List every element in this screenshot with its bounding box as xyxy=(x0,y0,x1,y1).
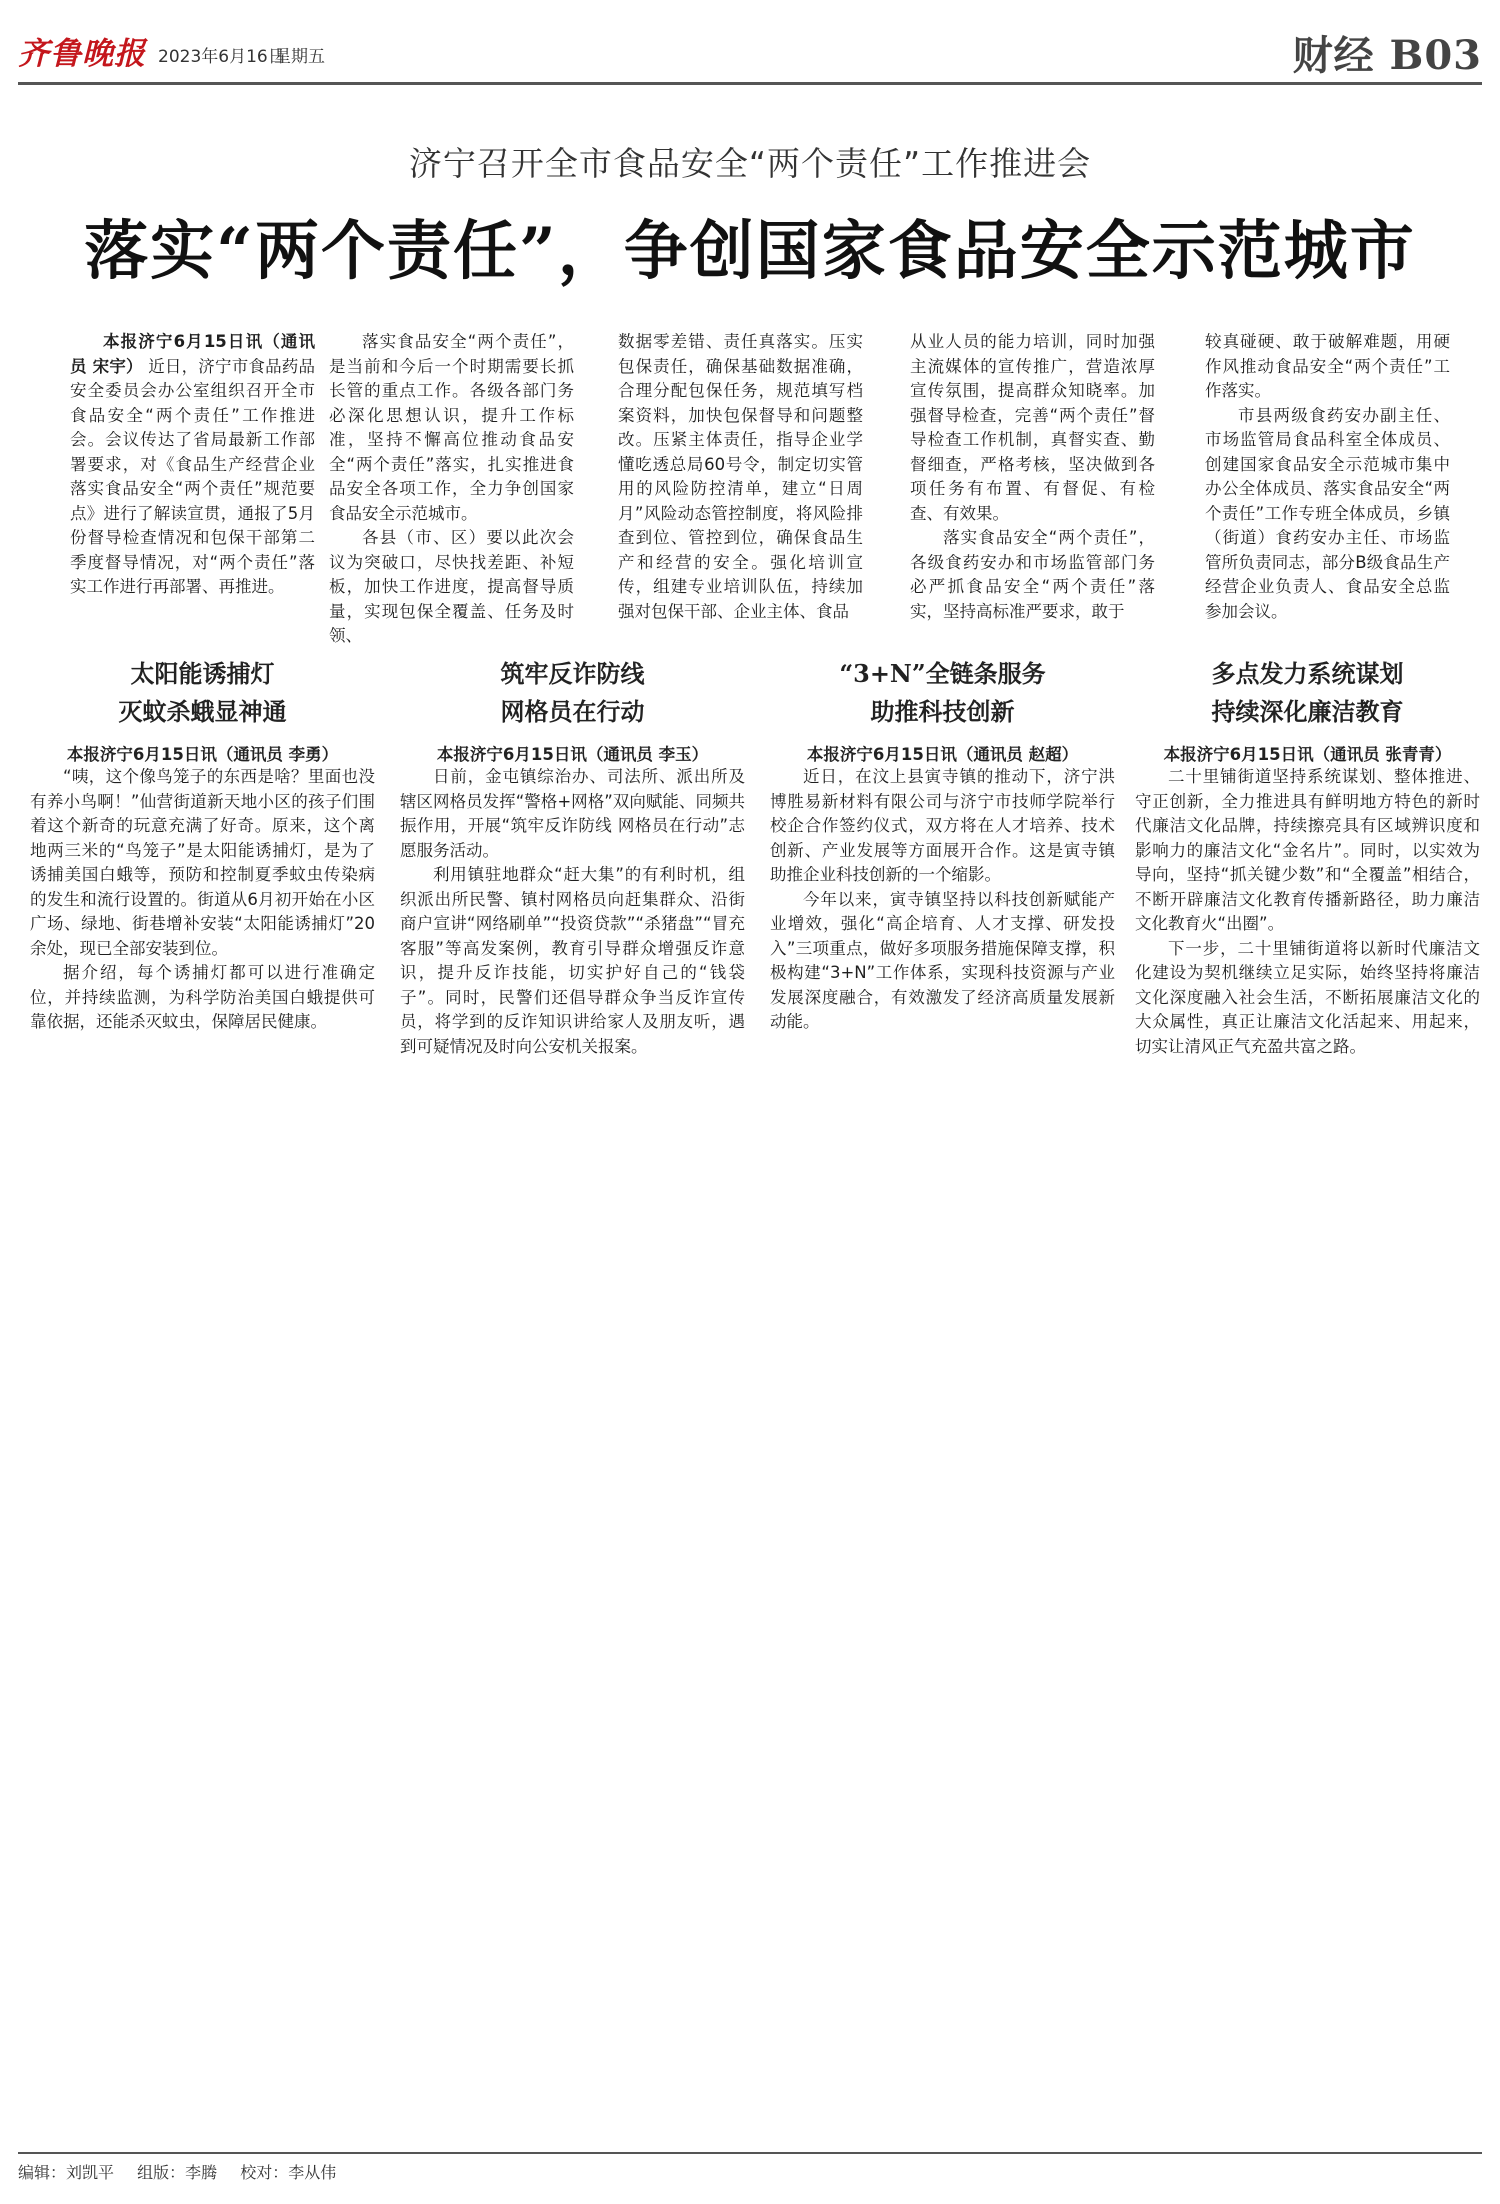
lead-paragraph: 较真碰硬、敢于破解难题，用硬作风推动食品安全“两个责任”工作落实。 xyxy=(1205,332,1450,400)
top-divider xyxy=(18,82,1482,85)
lead-paragraph: 本报济宁6月15日讯（通讯员 宋宇） 近日，济宁市食品药品安全委员会办公室组织召开全市食品安全“两个责任”工作推进会。会议传达了省局最新工作部署要求，对《食品生产经营企业落实食品安全“两个责任”规范要点》进行了解读宣贯，通报了5月份督导检查情况和包保干部第二季度督导情况，对“两个责任”落实工作进行再部署、再推进。 xyxy=(70,332,316,596)
issue-date: 2023年6月16日 xyxy=(158,47,285,67)
brief-title-line1: “3+N”全链条服务 xyxy=(839,659,1046,688)
lead-paragraph: 市县两级食药安办副主任、市场监管局食品科室全体成员、创建国家食品安全示范城市集中办公全体成员、落实食品安全“两个责任”工作专班全体成员，乡镇（街道）食药安办主任、市场监管所负责同志，部分B级食品生产经营企业负责人、食品安全总监参加会议。 xyxy=(1205,405,1450,621)
brief-dateline: 本报济宁6月15日讯（通讯员 张青青） xyxy=(1163,745,1452,764)
lead-dateline: 本报济宁6月15日讯（通讯员 宋宇） xyxy=(70,332,315,376)
brief-article-2 xyxy=(400,655,745,1059)
brief-paragraph: 今年以来，寅寺镇坚持以科技创新赋能产业增效，强化“高企培育、人才支撑、研发投入”三项重点，做好多项服务措施保障支撑，积极构建“3+N”工作体系，实现科技资源与产业发展深度融合，有效激发了经济高质量发展新动能。 xyxy=(770,889,1115,1031)
brief-title-line1: 筑牢反诈防线 xyxy=(500,659,645,688)
brief-dateline: 本报济宁6月15日讯（通讯员 李勇） xyxy=(66,745,339,764)
brief-paragraph: 利用镇驻地群众“赶大集”的有利时机，组织派出所民警、镇村网格员向赶集群众、沿街商户宣讲“网络刷单”“投资贷款”“杀猪盘”“冒充客服”等高发案例，教育引导群众增强反诈意识，提升反诈技能，切实护好自己的“钱袋子”。同时，民警们还倡导群众争当反诈宣传员，将学到的反诈知识讲给家人及朋友听，遇到可疑情况及时向公安机关报案。 xyxy=(400,865,745,1056)
lead-paragraph: 各县（市、区）要以此次会议为突破口，尽快找差距、补短板，加快工作进度，提高督导质量，实现包保全覆盖、任务及时领、 xyxy=(329,528,574,645)
bottom-divider xyxy=(18,2152,1482,2154)
brief-article-3 xyxy=(770,655,1115,1035)
lead-paragraph: 从业人员的能力培训，同时加强主流媒体的宣传推广，营造浓厚宣传氛围，提高群众知晓率。加强督导检查，完善“两个责任”督导检查工作机制，真督实查、勤督细查，严格考核，坚决做到各项任务有布置、有督促、有检查、有效果。 xyxy=(910,332,1155,523)
section-page-label: 财经 B03 xyxy=(1292,32,1482,79)
lead-paragraph: 落实食品安全“两个责任”，是当前和今后一个时期需要长抓长管的重点工作。各级各部门务必深化思想认识，提升工作标准，坚持不懈高位推动食品安全“两个责任”落实，扎实推进食品安全各项工作，全力争创国家食品安全示范城市。 xyxy=(329,332,574,523)
brief-body xyxy=(1135,765,1480,1059)
brief-title-line2: 持续深化廉洁教育 xyxy=(1211,697,1404,726)
brief-body xyxy=(400,765,745,1059)
brief-title-line2: 助推科技创新 xyxy=(870,697,1015,726)
lead-column-4 xyxy=(910,330,1155,624)
page-footer xyxy=(18,2160,354,2183)
brief-paragraph: 下一步，二十里铺街道将以新时代廉洁文化建设为契机继续立足实际，始终坚持将廉洁文化深度融入社会生活，不断拓展廉洁文化的大众属性，真正让廉洁文化活起来、用起来，切实让清风正气充盈共富之路。 xyxy=(1135,938,1480,1056)
brief-paragraph: 二十里铺街道坚持系统谋划、整体推进、守正创新，全力推进具有鲜明地方特色的新时代廉洁文化品牌，持续擦亮具有区域辨识度和影响力的廉洁文化“金名片”。同时，以实效为导向，坚持“抓关键少数”和“全覆盖”相结合，不断开辟廉洁文化教育传播新路径，助力廉洁文化教育火“出圈”。 xyxy=(1135,767,1480,933)
brief-body xyxy=(770,765,1115,1035)
lead-column-5 xyxy=(1205,330,1450,624)
lead-column-1 xyxy=(70,330,315,600)
brief-paragraph: 日前，金屯镇综治办、司法所、派出所及辖区网格员发挥“警格+网格”双向赋能、同频共振作用，开展“筑牢反诈防线 网格员在行动”志愿服务活动。 xyxy=(400,767,745,860)
footer-editor: 编辑：刘凯平 xyxy=(18,2163,115,2182)
brief-title-line2: 灭蚊杀蛾显神通 xyxy=(118,697,287,726)
brief-article-1 xyxy=(30,655,375,1035)
lead-headline: 落实“两个责任”，争创国家食品安全示范城市 xyxy=(84,214,1416,289)
brief-title-line2: 网格员在行动 xyxy=(500,697,645,726)
brief-paragraph: 据介绍，每个诱捕灯都可以进行准确定位，并持续监测，为科学防治美国白蛾提供可靠依据，还能杀灭蚊虫，保障居民健康。 xyxy=(30,963,375,1031)
lead-paragraph: 数据零差错、责任真落实。压实包保责任，确保基础数据准确，合理分配包保任务，规范填写档案资料，加快包保督导和问题整改。压紧主体责任，指导企业学懂吃透总局60号令，制定切实管用的风险防控清单，建立“日周月”风险动态管控制度，将风险排查到位、管控到位，确保食品生产和经营的安全。强化培训宣传，组建专业培训队伍，持续加强对包保干部、企业主体、食品 xyxy=(618,332,863,621)
newspaper-logo: 齐鲁晚报 xyxy=(18,36,146,72)
brief-body xyxy=(30,765,375,1035)
brief-title-line1: 多点发力系统谋划 xyxy=(1211,659,1404,688)
footer-proofreader: 校对：李从伟 xyxy=(240,2163,337,2182)
brief-dateline: 本报济宁6月15日讯（通讯员 李玉） xyxy=(436,745,709,764)
brief-paragraph: “咦，这个像鸟笼子的东西是啥？里面也没有养小鸟啊！”仙营街道新天地小区的孩子们围着这个新奇的玩意充满了好奇。原来，这个离地两三米的“鸟笼子”是太阳能诱捕灯，是为了诱捕美国白蛾等，预防和控制夏季蚊虫传染病的发生和流行设置的。街道从6月初开始在小区广场、绿地、街巷增补安装“太阳能诱捕灯”20余处，现已全部安装到位。 xyxy=(30,767,375,958)
lead-paragraph: 落实食品安全“两个责任”，各级食药安办和市场监管部门务必严抓食品安全“两个责任”落实，坚持高标准严要求，敢于 xyxy=(910,528,1155,621)
brief-dateline: 本报济宁6月15日讯（通讯员 赵超） xyxy=(806,745,1079,764)
footer-layout: 组版：李腾 xyxy=(137,2163,218,2182)
lead-column-3 xyxy=(618,330,863,624)
brief-paragraph: 近日，在汶上县寅寺镇的推动下，济宁洪博胜易新材料有限公司与济宁市技师学院举行校企合作签约仪式，双方将在人才培养、技术创新、产业发展等方面展开合作。这是寅寺镇助推企业科技创新的一个缩影。 xyxy=(770,767,1115,884)
brief-article-4 xyxy=(1135,655,1480,1059)
lead-kicker: 济宁召开全市食品安全“两个责任”工作推进会 xyxy=(408,144,1092,183)
issue-weekday: 星期五 xyxy=(274,47,325,67)
masthead xyxy=(18,22,1482,78)
lead-column-2 xyxy=(329,330,574,649)
brief-title-line1: 太阳能诱捕灯 xyxy=(130,659,275,688)
